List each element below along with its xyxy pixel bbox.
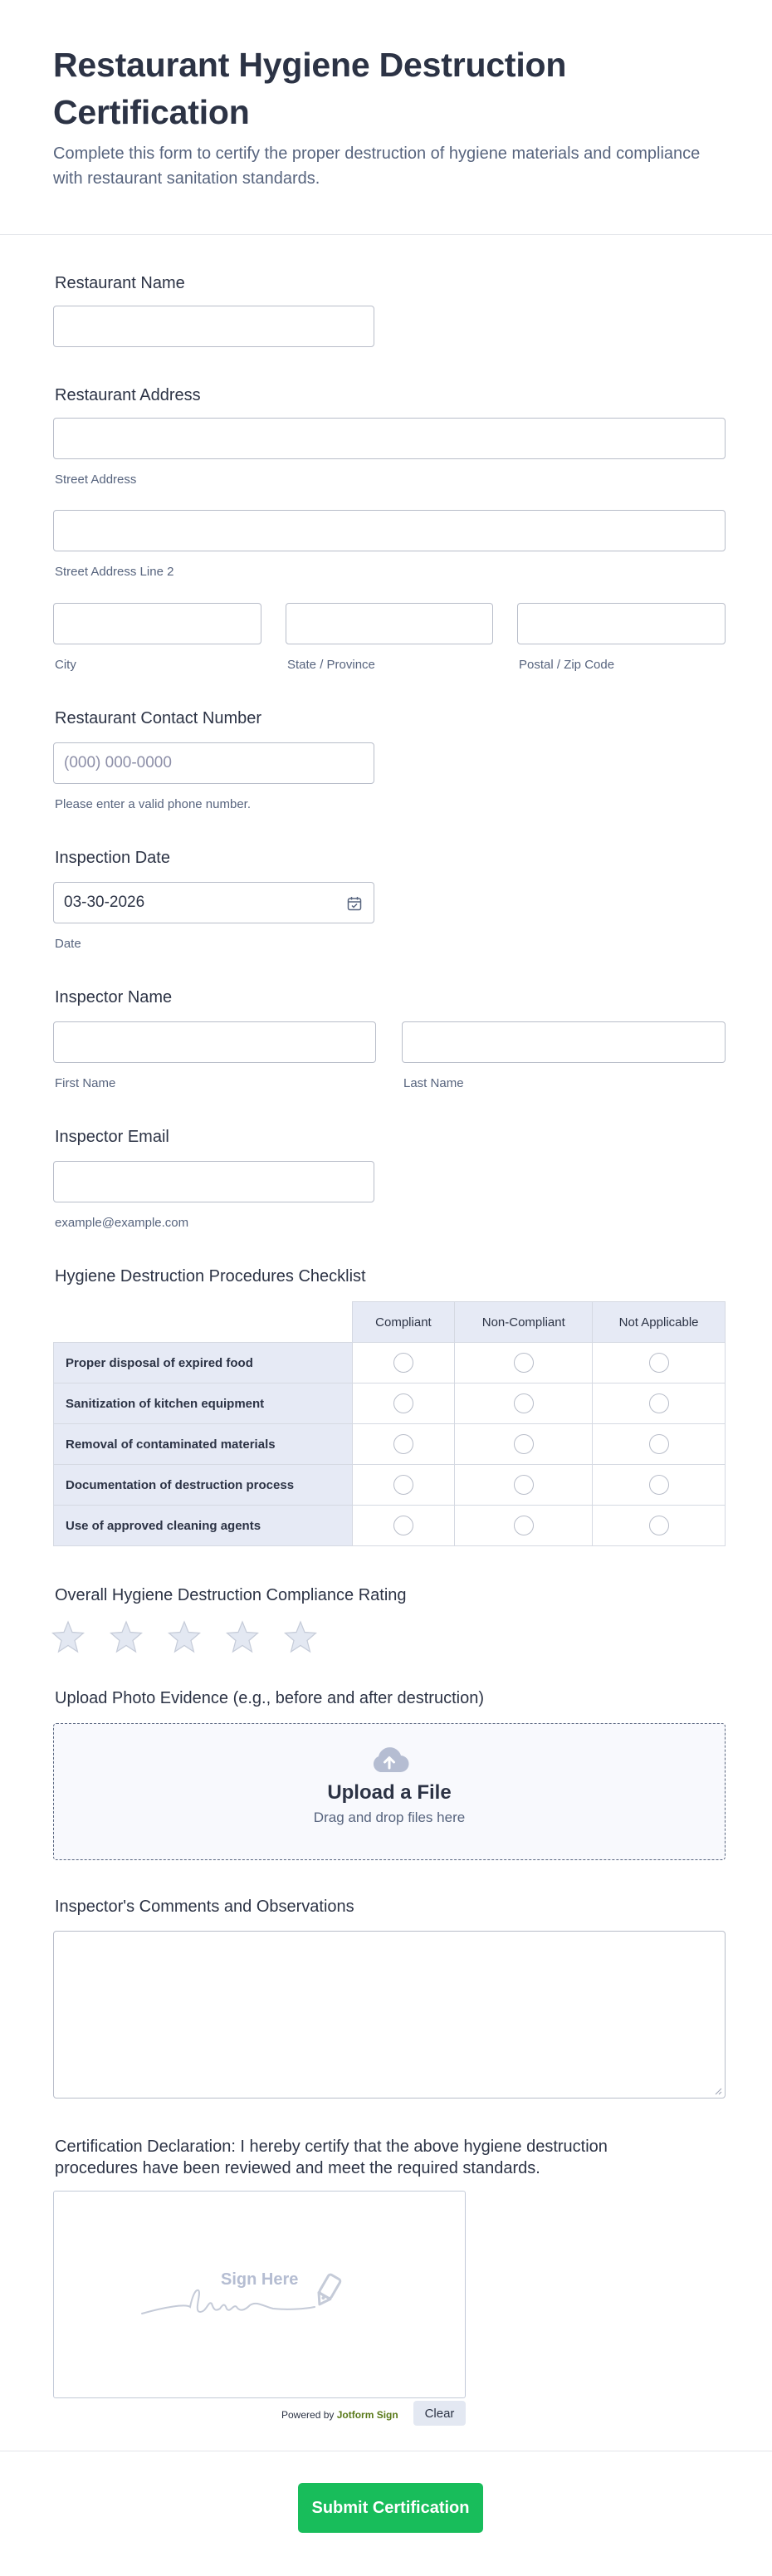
radio-compliant[interactable] [393, 1393, 413, 1413]
street-address-sublabel: Street Address [55, 473, 137, 487]
star-icon[interactable] [284, 1620, 317, 1653]
phone-input[interactable]: (000) 000-0000 [53, 742, 374, 784]
matrix-col-compliant: Compliant [352, 1302, 455, 1343]
file-upload-dropzone[interactable] [53, 1723, 726, 1860]
radio-not-applicable[interactable] [649, 1516, 669, 1535]
powered-by-prefix: Powered by [281, 2409, 335, 2421]
radio-not-applicable[interactable] [649, 1434, 669, 1454]
comments-textarea[interactable] [53, 1931, 726, 2099]
radio-compliant[interactable] [393, 1434, 413, 1454]
clear-signature-button[interactable]: Clear [413, 2401, 466, 2426]
radio-non-compliant[interactable] [514, 1393, 534, 1413]
address-label: Restaurant Address [55, 386, 201, 404]
state-sublabel: State / Province [287, 658, 375, 672]
inspection-date-input[interactable] [53, 882, 374, 923]
signature-scribble-icon [140, 2270, 381, 2320]
declaration-label: Certification Declaration: I hereby certify that the above hygiene destruction procedures have been reviewed and meet the required standards. [55, 2138, 608, 2177]
last-name-sublabel: Last Name [403, 1076, 464, 1090]
resize-grip-icon[interactable] [714, 2087, 722, 2095]
checklist-matrix [53, 1301, 726, 1546]
city-sublabel: City [55, 658, 76, 672]
radio-non-compliant[interactable] [514, 1516, 534, 1535]
radio-compliant[interactable] [393, 1353, 413, 1373]
cloud-upload-icon [369, 1746, 409, 1774]
calendar-icon[interactable] [347, 896, 362, 911]
inspection-date-value: 03-30-2026 [64, 894, 145, 911]
star-icon[interactable] [51, 1620, 85, 1653]
matrix-corner [54, 1302, 353, 1343]
upload-label: Upload Photo Evidence (e.g., before and after destruction) [55, 1689, 484, 1707]
street-address-2-sublabel: Street Address Line 2 [55, 565, 174, 579]
star-icon[interactable] [110, 1620, 143, 1653]
radio-compliant[interactable] [393, 1516, 413, 1535]
star-icon[interactable] [226, 1620, 259, 1653]
radio-not-applicable[interactable] [649, 1353, 669, 1373]
radio-not-applicable[interactable] [649, 1475, 669, 1495]
inspection-date-sublabel: Date [55, 937, 81, 951]
radio-non-compliant[interactable] [514, 1475, 534, 1495]
matrix-row [54, 1343, 726, 1383]
signature-pad[interactable] [53, 2191, 466, 2398]
first-name-input[interactable] [53, 1021, 376, 1063]
sign-here-text: Sign Here [221, 2270, 299, 2289]
state-input[interactable] [286, 603, 493, 644]
matrix-row-label: Sanitization of kitchen equipment [54, 1383, 353, 1424]
inspector-name-label: Inspector Name [55, 988, 173, 1006]
matrix-row-label: Proper disposal of expired food [54, 1343, 353, 1383]
phone-hint: Please enter a valid phone number. [55, 797, 251, 811]
first-name-sublabel: First Name [55, 1076, 116, 1090]
street-address-input[interactable] [53, 418, 726, 459]
matrix-col-non-compliant: Non-Compliant [455, 1302, 593, 1343]
matrix-row-label: Removal of contaminated materials [54, 1424, 353, 1465]
star-rating [51, 1620, 317, 1653]
rating-label: Overall Hygiene Destruction Compliance Rating [55, 1586, 407, 1604]
matrix-row [54, 1383, 726, 1424]
upload-subtitle: Drag and drop files here [313, 1810, 466, 1825]
matrix-row-label: Use of approved cleaning agents [54, 1506, 353, 1546]
radio-not-applicable[interactable] [649, 1393, 669, 1413]
restaurant-name-input[interactable] [53, 306, 374, 347]
inspector-email-label: Inspector Email [55, 1128, 169, 1146]
contact-label: Restaurant Contact Number [55, 709, 262, 727]
form-header [0, 0, 772, 235]
page-title: Restaurant Hygiene Destruction Certification [53, 46, 567, 131]
powered-by-brand: Jotform Sign [336, 2409, 398, 2421]
matrix-row-label: Documentation of destruction process [54, 1465, 353, 1506]
restaurant-name-label: Restaurant Name [55, 274, 185, 292]
postal-sublabel: Postal / Zip Code [519, 658, 615, 672]
matrix-row [54, 1424, 726, 1465]
radio-non-compliant[interactable] [514, 1434, 534, 1454]
postal-input[interactable] [517, 603, 726, 644]
matrix-row [54, 1465, 726, 1506]
radio-non-compliant[interactable] [514, 1353, 534, 1373]
page-description: Complete this form to certify the proper destruction of hygiene materials and compliance with restaurant sanitation standards. [53, 144, 701, 188]
submit-button[interactable]: Submit Certification [298, 2483, 483, 2533]
matrix-row [54, 1506, 726, 1546]
email-sublabel: example@example.com [55, 1216, 189, 1230]
email-input[interactable] [53, 1161, 374, 1202]
checklist-label: Hygiene Destruction Procedures Checklist [55, 1267, 366, 1286]
radio-compliant[interactable] [393, 1475, 413, 1495]
street-address-2-input[interactable] [53, 510, 726, 551]
powered-by [281, 2409, 398, 2421]
matrix-col-not-applicable: Not Applicable [593, 1302, 726, 1343]
city-input[interactable] [53, 603, 261, 644]
inspection-date-label: Inspection Date [55, 849, 170, 867]
comments-label: Inspector's Comments and Observations [55, 1898, 354, 1916]
star-icon[interactable] [168, 1620, 201, 1653]
upload-title: Upload a File [327, 1781, 452, 1804]
last-name-input[interactable] [402, 1021, 726, 1063]
